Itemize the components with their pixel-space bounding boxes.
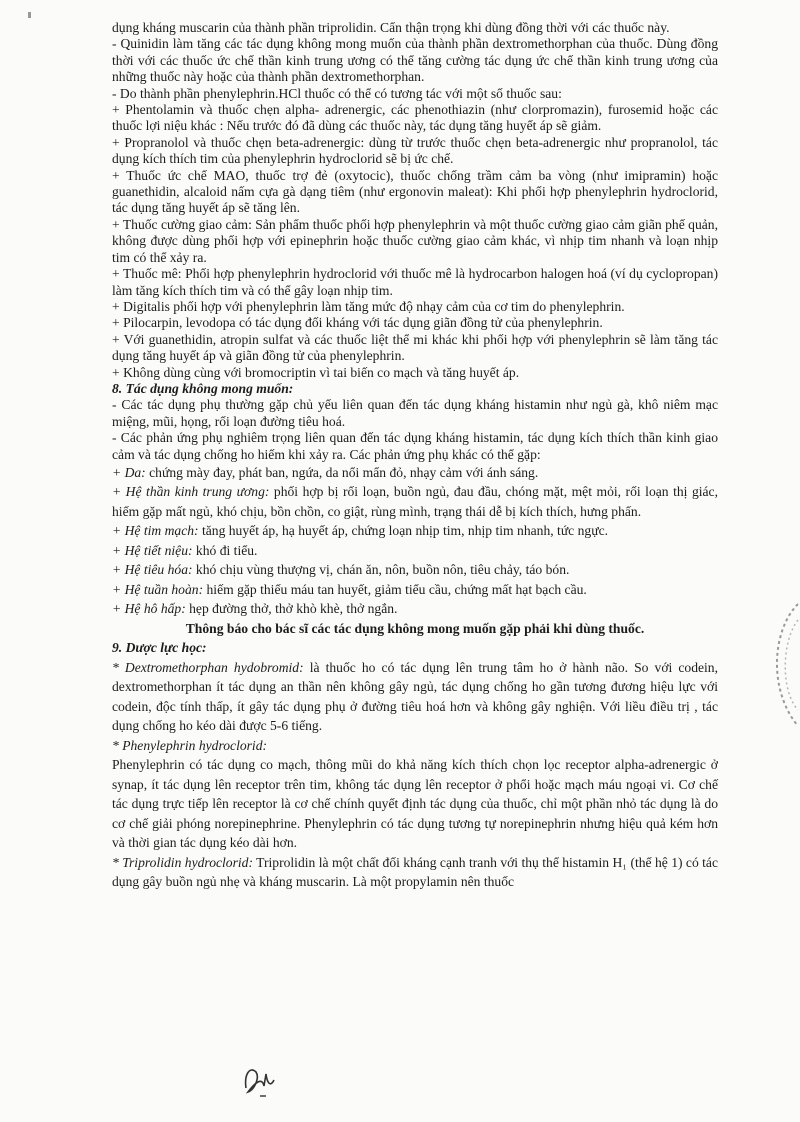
paragraph: - Các phản ứng phụ nghiêm trọng liên quan đến tác dụng kháng histamin, tác dụng kích thích thần kinh giao cảm và tác dụng chống ho hiếm khi xảy ra. Các phản ứng phụ khác có thể gặp:	[112, 430, 718, 462]
labeled-paragraph	[112, 463, 718, 483]
paragraph: + Thuốc mê: Phối hợp phenylephrin hydroclorid với thuốc mê là hydrocarbon halogen hoá (ví dụ cyclopropan) làm tăng kích thích tim và có thể gây loạn nhịp tim.	[112, 266, 718, 298]
item-label: + Da:	[112, 464, 146, 480]
paragraph: + Propranolol và thuốc chẹn beta-adrenergic: dùng từ trước thuốc chẹn beta-adrenergic như propranolol, tác dụng kích thích tim của phenylephrin hydroclorid sẽ bị ức chế.	[112, 134, 718, 167]
item-text: chứng mày đay, phát ban, ngứa, da nổi mẩn đỏ, nhạy cảm với ánh sáng.	[145, 464, 539, 480]
item-label: + Hệ thần kinh trung ương:	[112, 484, 270, 500]
labeled-paragraph	[112, 541, 718, 561]
item-label: * Triprolidin hydroclorid:	[112, 854, 253, 870]
item-text: tăng huyết áp, hạ huyết áp, chứng loạn nhịp tim, nhịp tim nhanh, tức ngực.	[198, 523, 609, 539]
item-text: hiếm gặp thiếu máu tan huyết, giảm tiểu cầu, chứng mất hạt bạch cầu.	[203, 581, 587, 597]
item-text: khó chịu vùng thượng vị, chán ăn, nôn, buồn nôn, tiêu chảy, táo bón.	[192, 562, 570, 578]
paragraph: + Thuốc ức chế MAO, thuốc trợ đẻ (oxytocic), thuốc chống trầm cảm ba vòng (như imipramin) hoặc guanethidin, alcaloid nấm cựa gà dạng tiêm (như ergonovin maleat): Khi phối hợp phenylephrin hydroclorid, tác dụng tăng huyết áp sẽ tăng lên.	[112, 167, 718, 216]
paragraph: Phenylephrin có tác dụng co mạch, thông mũi do khả năng kích thích chọn lọc receptor alpha-adrenergic ở synap, ít tác dụng lên receptor trên tim, không tác dụng lên receptor ở phổi hoặc mạch máu ngoại vi. Cơ chế tác dụng trực tiếp lên receptor là cơ chế chính quyết định tác dụng của thuốc, chỉ một phần nhỏ tác dụng là do cơ chế giải phóng norepinephrine. Phenylephrin có tác dụng tương tự norepinephrin nhưng hiệu quả kém hơn và thời gian tác dụng kéo dài hơn.	[112, 757, 718, 851]
labeled-paragraph	[112, 580, 718, 600]
paragraph: + Phentolamin và thuốc chẹn alpha- adrenergic, các phenothiazin (như clorpromazin), furosemid hoặc các thuốc lợi niệu khác : Nếu trước đó đã dùng các thuốc này, tác dụng tăng huyết áp sẽ giảm.	[112, 102, 718, 134]
item-text: khó đi tiểu.	[192, 542, 258, 558]
paragraph: + Digitalis phối hợp với phenylephrin làm tăng mức độ nhạy cảm của cơ tim do phenylephrin.	[112, 298, 625, 314]
subheading: * Phenylephrin hydroclorid:	[112, 737, 268, 753]
labeled-paragraph	[112, 560, 718, 580]
paragraph: dụng kháng muscarin của thành phần triprolidin. Cẩn thận trọng khi dùng đồng thời với các thuốc này.	[112, 20, 670, 35]
paragraph: + Không dùng cùng với bromocriptin vì tai biến co mạch và tăng huyết áp.	[112, 364, 520, 380]
item-label: + Hệ tiêu hóa:	[112, 562, 193, 578]
paragraph: - Các tác dụng phụ thường gặp chủ yếu liên quan đến tác dụng kháng histamin như ngủ gà, khô niêm mạc miệng, mũi, họng, rối loạn đường tiêu hoá.	[112, 397, 718, 429]
section-heading: 9. Dược lực học:	[112, 640, 207, 656]
document-page	[112, 20, 718, 892]
section-heading: 8. Tác dụng không mong muốn:	[112, 380, 294, 396]
item-label: + Hệ hô hấp:	[112, 601, 186, 617]
notice-text: Thông báo cho bác sĩ các tác dụng không mong muốn gặp phải khi dùng thuốc.	[185, 620, 645, 636]
item-label: * Dextromethorphan hydobromid:	[112, 659, 304, 675]
labeled-paragraph	[112, 853, 718, 892]
handwritten-mark	[240, 1062, 280, 1100]
item-label: + Hệ tiết niệu:	[112, 542, 193, 558]
labeled-paragraph	[112, 521, 718, 541]
item-label: + Hệ tuần hoàn:	[112, 581, 204, 597]
item-text: hẹp đường thở, thở khò khè, thở ngắn.	[185, 601, 398, 617]
labeled-paragraph	[112, 482, 718, 521]
paragraph: + Với guanethidin, atropin sulfat và các thuốc liệt thể mi khác khi phối hợp với phenylephrin sẽ làm tăng tác dụng tăng huyết áp và giãn đồng tử của phenylephrin.	[112, 331, 718, 364]
item-label: + Hệ tim mạch:	[112, 523, 199, 539]
paragraph: + Thuốc cường giao cảm: Sản phẩm thuốc phối hợp phenylephrin và một thuốc cường giao cảm giãn phế quản, không được dùng phối hợp với epinephrin hoặc thuốc cường giao cảm khác, vì nhịp tim nhanh và loạn nhịp tim có thể xảy ra.	[112, 216, 718, 265]
item-text: là thuốc ho có tác dụng lên trung tâm ho ở hành não. So với codein, dextromethorphan ít tác dụng an thần nên không gây ngủ, tác dụng chống ho gần tương đương hiệu lực với codein, độc tính thấp, ít gây tác dụng phụ ở đường tiêu hoá hơn và không gây nghiện. Với liều điều trị , tác dụng chống ho kéo dài được 5-6 tiếng.	[112, 659, 718, 734]
labeled-paragraph	[112, 599, 718, 619]
paragraph: - Quinidin làm tăng các tác dụng không mong muốn của thành phần dextromethorphan của thuốc. Dùng đồng thời với các thuốc ức chế thần kinh trung ương có thể tăng cường tác dụng ức chế thần kinh trung ương của những thuốc này hoặc của thành phần dextromethorphan.	[112, 36, 718, 85]
labeled-paragraph	[112, 658, 718, 736]
item-text: phối hợp bị rối loạn, buồn ngủ, đau đầu, chóng mặt, mệt mỏi, rối loạn thị giác, hiếm gặp mất ngủ, khó chịu, bồn chồn, co giật, rùng mình, trạng thái dễ bị kích thích, hưng phấn.	[112, 484, 718, 519]
stamp-fragment	[762, 600, 800, 730]
paragraph: + Pilocarpin, levodopa có tác dụng đối kháng với tác dụng giãn đồng tử của phenylephrin.	[112, 315, 603, 331]
item-text: Triprolidin là một chất đối kháng cạnh tranh với thụ thể histamin H₁ (thế hệ 1) có tác dụng gây buồn ngủ nhẹ và kháng muscarin. Là một propylamin nên thuốc	[112, 854, 719, 890]
paragraph: - Do thành phần phenylephrin.HCl thuốc có thể có tương tác với một số thuốc sau:	[112, 85, 562, 101]
scan-mark	[28, 12, 31, 18]
